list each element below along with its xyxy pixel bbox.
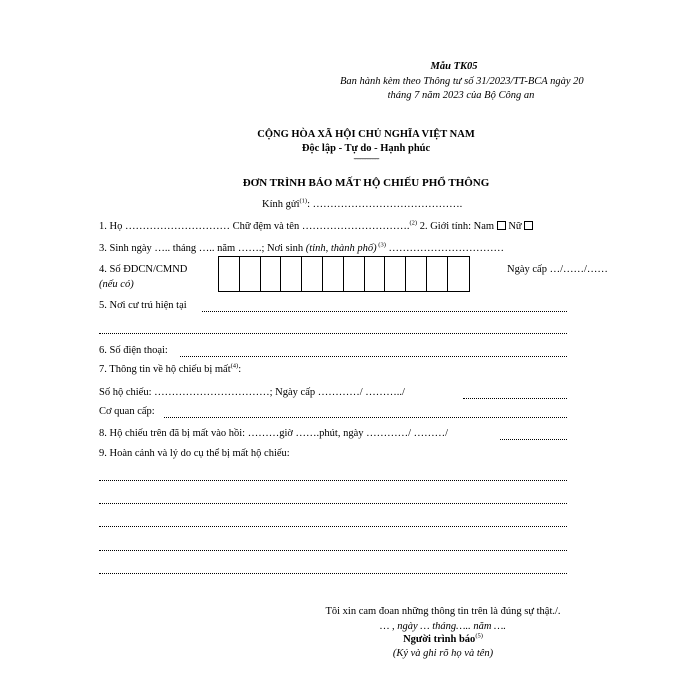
id-digit-cell[interactable]: [240, 257, 261, 291]
field-reason-line-4[interactable]: [99, 550, 567, 551]
issued-line-2: tháng 7 năm 2023 của Bộ Công an: [387, 90, 535, 101]
signature-instruction: (Ký và ghi rõ họ và tên): [392, 648, 494, 659]
field-birth-note: (3): [376, 241, 386, 249]
field-birth-place: (tỉnh, thành phố): [303, 243, 377, 254]
field-reason-line-3[interactable]: [99, 526, 567, 527]
id-digit-cell[interactable]: [406, 257, 427, 291]
field-issuer-dots[interactable]: [164, 417, 567, 418]
field-gender-female: Nữ: [505, 221, 522, 232]
recipient-label: Kính gửi: [262, 199, 300, 210]
field-name-gender: [99, 220, 533, 232]
commitment-text: Tôi xin cam đoan những thông tin trên là đúng sự thật./.: [325, 606, 561, 617]
issued-line-1: Ban hành kèm theo Thông tư số 31/2023/TT-BCA ngày 20: [340, 76, 584, 87]
reporter-title: Người trình báo: [403, 634, 476, 645]
gender-female-checkbox[interactable]: [524, 221, 533, 230]
id-number-grid[interactable]: [218, 256, 470, 292]
id-digit-cell[interactable]: [448, 257, 469, 291]
field-passport-year-dots[interactable]: [463, 398, 567, 399]
id-digit-cell[interactable]: [427, 257, 448, 291]
field-residence-dots-2[interactable]: [99, 333, 567, 334]
field-birth-dots: ……………………………: [385, 243, 505, 254]
reporter-label: [310, 634, 576, 645]
field-id-sublabel: (nếu có): [99, 279, 134, 290]
field-residence-label: 5. Nơi cư trú hiện tại: [99, 300, 187, 311]
form-code: Mẫu TK05: [430, 61, 478, 72]
id-digit-cell[interactable]: [365, 257, 386, 291]
field-reason-label: 9. Hoàn cảnh và lý do cụ thể bị mất hộ chiếu:: [99, 448, 290, 459]
field-name-note: (2): [409, 219, 418, 227]
field-gender-label: 2. Giới tính: Nam: [417, 221, 495, 232]
id-digit-cell[interactable]: [219, 257, 240, 291]
field-phone-label: 6. Số điện thoại:: [99, 345, 168, 356]
recipient-line: [262, 199, 462, 210]
field-lost-year-dots[interactable]: [500, 439, 567, 440]
id-digit-cell[interactable]: [385, 257, 406, 291]
field-lost-time[interactable]: 8. Hộ chiếu trên đã bị mất vào hồi: ………giờ …….phút, ngày …………/ ………/: [99, 428, 449, 439]
field-passport-info: 7. Thông tin về hộ chiếu bị mất$^{(4)}$:: [99, 362, 242, 375]
id-digit-cell[interactable]: [302, 257, 323, 291]
id-digit-cell[interactable]: [261, 257, 282, 291]
motto-rule: ---------------: [353, 154, 379, 163]
field-birth[interactable]: [99, 243, 504, 254]
reporter-note: (5): [475, 632, 483, 640]
id-digit-cell[interactable]: [323, 257, 344, 291]
field-reason-line-5[interactable]: [99, 573, 567, 574]
field-birth-label: 3. Sinh ngày ….. tháng ….. năm …….; Nơi sinh: [99, 243, 304, 254]
recipient-note: (1): [299, 197, 308, 205]
slogan: Độc lập - Tự do - Hạnh phúc: [301, 143, 431, 154]
form-title: ĐƠN TRÌNH BÁO MẤT HỘ CHIẾU PHỔ THÔNG: [242, 177, 490, 189]
field-passport-number[interactable]: Số hộ chiếu: ……………………………; Ngày cấp …………/ ………../: [99, 387, 405, 398]
field-passport-info-label: 7. Thông tin về hộ chiếu bị mất: [99, 364, 231, 375]
field-id-issue-date[interactable]: Ngày cấp …/……/……: [507, 264, 608, 275]
field-issuer-label: Cơ quan cấp:: [99, 406, 155, 417]
id-digit-cell[interactable]: [344, 257, 365, 291]
field-id-label: 4. Số ĐDCN/CMND: [99, 264, 188, 275]
field-name-label[interactable]: 1. Họ ………………………… Chữ đệm và tên ………………………….: [99, 221, 410, 232]
field-reason-line-2[interactable]: [99, 503, 567, 504]
field-residence-dots[interactable]: [202, 311, 567, 312]
country-name: CỘNG HÒA XÃ HỘI CHỦ NGHĨA VIỆT NAM: [257, 129, 475, 140]
field-passport-info-note: (4): [230, 362, 239, 370]
id-digit-cell[interactable]: [281, 257, 302, 291]
gender-male-checkbox[interactable]: [497, 221, 506, 230]
field-reason-line-1[interactable]: [99, 480, 567, 481]
recipient-dots[interactable]: : …………………………………….: [307, 199, 463, 210]
signature-date-line[interactable]: … , ngày … tháng….. năm ….: [379, 621, 506, 632]
field-phone-dots[interactable]: [180, 356, 567, 357]
